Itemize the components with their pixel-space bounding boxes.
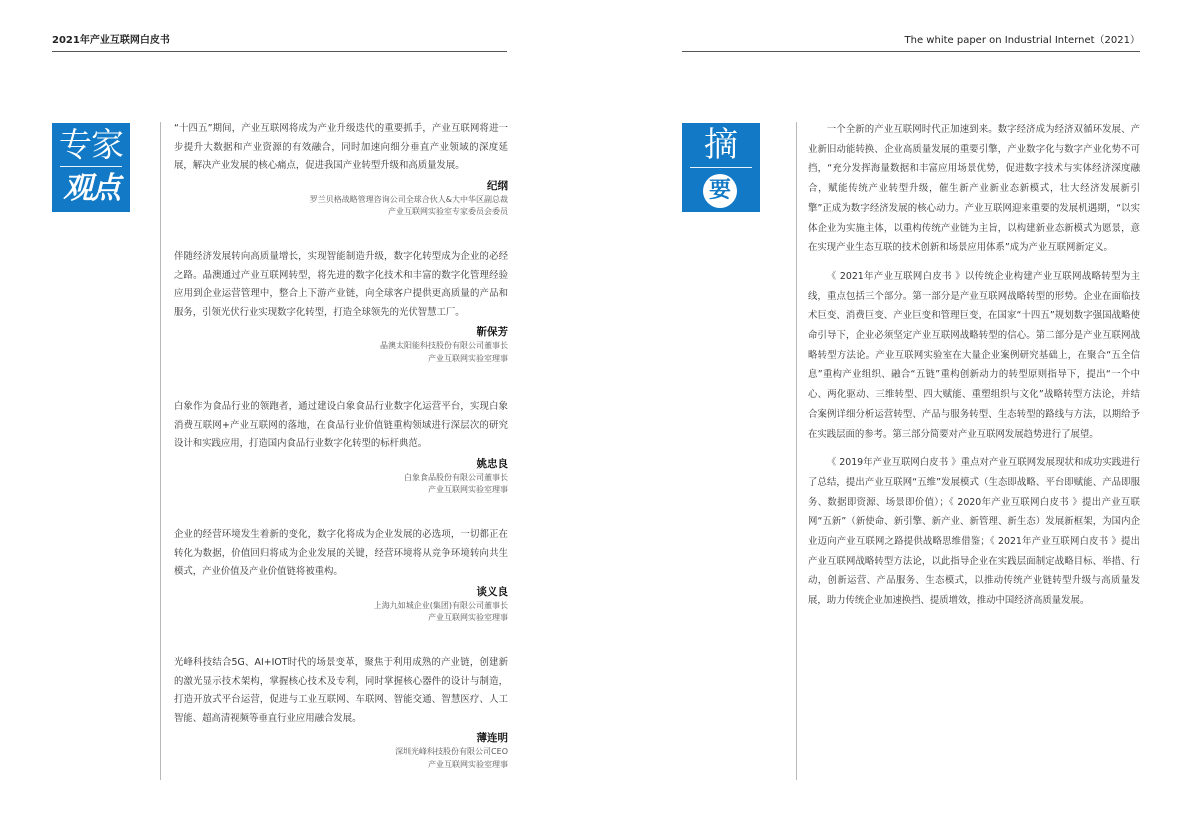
header-left-title: 2021年产业互联网白皮书 <box>52 35 170 46</box>
quote-author-role: 罗兰贝格战略管理咨询公司全球合伙人&大中华区副总裁 <box>309 194 508 204</box>
quote-text: 企业的经营环境发生着新的变化，数字化将成为企业发展的必选项，一切都正在转化为数据，价值回归将成为企业发展的关键，经营环境将从竞争环境转向共生模式，产业价值及产业价值链将被重构。 <box>174 529 508 578</box>
header-divider-left <box>52 51 507 52</box>
quote-block <box>174 248 508 365</box>
quote-author-role: 上海九如城企业(集团)有限公司董事长 <box>373 600 508 610</box>
quote-text: 伴随经济发展转向高质量增长，实现智能制造升级，数字化转型成为企业的必经之路。晶澳通过产业互联网转型，将先进的数字化技术和丰富的数字化管理经验应用到企业运营管理中，整合上下游产业链，向全球客户提供更高质量的产品和服务，引领光伏行业实现数字化转型，打造全球领先的光伏智慧工厂。 <box>174 251 508 318</box>
expert-tile-bottom-text: 观点 <box>63 171 119 206</box>
quote-author-role: 产业互联网实验室理事 <box>428 759 508 769</box>
abstract-paragraph: 《 2021年产业互联网白皮书 》以传统企业构建产业互联网战略转型为主线，重点包括三个部分。第一部分是产业互联网战略转型的形势。企业在面临技术巨变、消费巨变、产业巨变和管理巨变，在国家“十四五”规划数字强国战略使命引导下，企业必须坚定产业互联网战略转型的信心。第二部分是产业互联网战略转型方法论。产业互联网实验室在大量企业案例研究基础上，在聚合“五全信息”重构产业组织、融合“五链”重构创新动力的转型原则指导下，提出“一个中心、两化驱动、三维转型、四大赋能、重塑组织与文化”战略转型方法论，并结合案例详细分析运营转型、产品与服务转型、生态转型的路线与方法，以期给予在实践层面的参考。第三部分简要对产业互联网发展趋势进行了展望。 <box>808 270 1140 440</box>
quote-block <box>174 526 508 625</box>
expert-tile-top-text: 专家 <box>59 125 123 164</box>
quote-author-role: 产业互联网实验室理事 <box>428 353 508 363</box>
header-divider-right <box>682 51 1140 52</box>
expert-opinion-tile <box>52 123 130 212</box>
quote-text: 光峰科技结合5G、AI+IOT时代的场景变革，聚焦于利用成熟的产业链，创建新的激光显示技术架构，掌握核心技术及专利，同时掌握核心器件的设计与制造，打造开放式平台运营，促进与工业互联网、车联网、智能交通、智慧医疗、人工智能、超高清视频等垂直行业应用融合发展。 <box>174 657 508 724</box>
quote-block <box>174 654 508 771</box>
quote-author-role: 白象食品股份有限公司董事长 <box>404 472 508 482</box>
tile-divider <box>60 166 122 167</box>
abstract-paragraph: 一个全新的产业互联网时代正加速到来。数字经济成为经济双循环发展、产业新旧动能转换、企业高质量发展的重要引擎，产业数字化与数字产业化势不可挡，“充分发挥海量数据和丰富应用场景优势，促进数字技术与实体经济深度融合，赋能传统产业转型升级，催生新产业新业态新模式，壮大经济发展新引擎”正成为数字经济发展的核心动力。产业互联网迎来重要的发展机遇期，“以实体企业为实施主体，以重构传统产业链为主旨，以构建新业态新模式为愿景，意在实现产业生态互联的技术创新和场景应用体系”成为产业互联网新定义。 <box>808 124 1140 254</box>
quote-author: 谈义良 <box>476 585 508 598</box>
quote-author: 姚忠良 <box>476 457 508 470</box>
quote-author-role: 产业互联网实验室理事 <box>428 613 508 623</box>
quote-author-role: 产业互联网实验室专家委员会委员 <box>388 207 508 217</box>
abstract-tile <box>682 123 760 212</box>
right-column-rule <box>796 122 797 780</box>
quote-author: 靳保芳 <box>476 326 508 339</box>
quote-author-role: 产业互联网实验室理事 <box>428 485 508 495</box>
quote-author: 薄连明 <box>476 732 508 745</box>
quote-author-role: 晶澳太阳能科技股份有限公司董事长 <box>380 341 508 351</box>
header-right-title: The white paper on Industrial Internet（2021） <box>904 35 1140 46</box>
quote-block <box>174 398 508 497</box>
abstract-tile-top-text: 摘 <box>704 125 738 165</box>
left-column-rule <box>160 122 161 780</box>
quote-block <box>174 120 508 219</box>
abstract-tile-bottom-text: 要 <box>703 174 737 208</box>
abstract-paragraph: 《 2019年产业互联网白皮书 》重点对产业互联网发展现状和成功实践进行了总结，提出产业互联网“五维”发展模式（生态即战略、平台即赋能、产品即服务、数据即资源、场景即价值）；《 2020年产业互联网白皮书 》提出产业互联网“五新”（新使命、新引擎、新产业、新管理、新生态）发展新框架，为国内企业迈向产业互联网之路提供战略思维借鉴；《 2021年产业互联网白皮书 》提出产业互联网战略转型方法论，以此指导企业在实践层面制定战略目标、举措、行动，创新运营、产品服务、生态模式，以推动传统产业链转型升级与高质量发展，助力传统企业加速换挡、提质增效，推动中国经济高质量发展。 <box>808 457 1140 607</box>
quote-text: “十四五”期间，产业互联网将成为产业升级迭代的重要抓手，产业互联网将进一步提升大数据和产业资源的有效融合，同时加速向细分垂直产业领域的深度延展，解决产业发展的核心痛点，促进我国产业转型升级和高质量发展。 <box>174 123 508 172</box>
quote-author: 纪纲 <box>487 179 508 192</box>
tile-divider <box>690 167 752 168</box>
quote-text: 白象作为食品行业的领跑者，通过建设白象食品行业数字化运营平台，实现白象消费互联网+产业互联网的落地，在食品行业价值链重构领域进行深层次的研究设计和实践应用，打造国内食品行业数字化转型的标杆典范。 <box>174 401 508 450</box>
quote-author-role: 深圳光峰科技股份有限公司CEO <box>395 747 508 757</box>
abstract-column <box>808 120 1140 620</box>
